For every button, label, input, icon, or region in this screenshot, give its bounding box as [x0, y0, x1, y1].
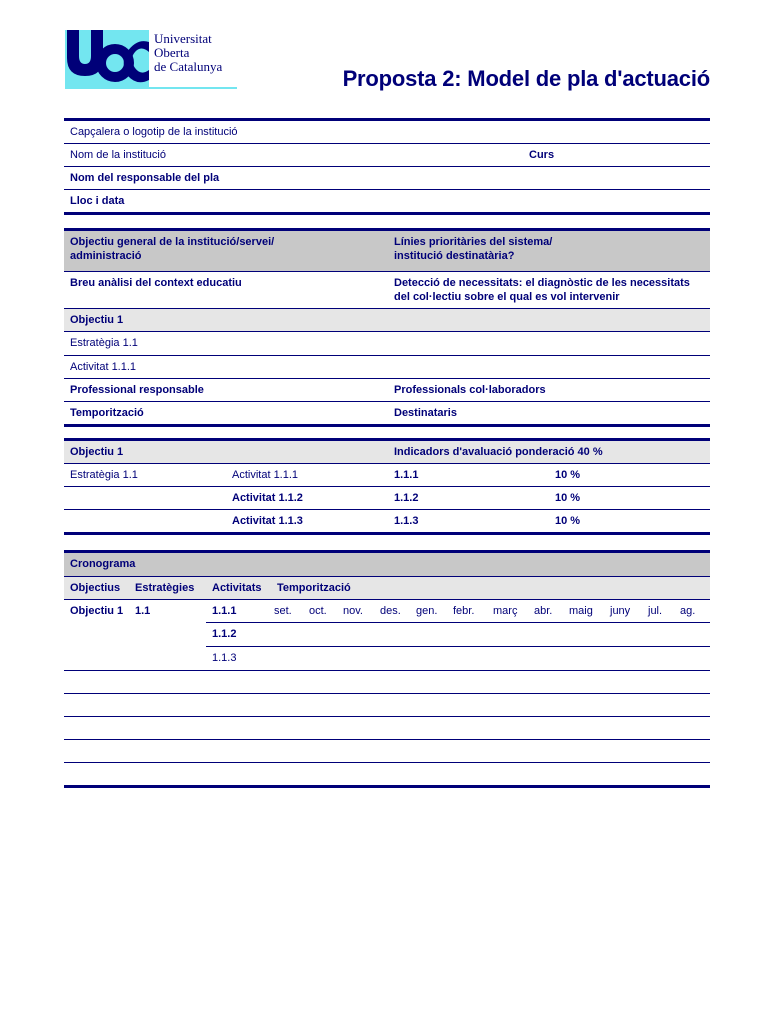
indicator-label: 1.1.1: [394, 469, 419, 481]
page-title: Proposta 2: Model de pla d'actuació: [342, 66, 710, 91]
month-nov: nov.: [343, 605, 363, 617]
empty-row: [64, 694, 710, 717]
professional-label: Professional responsable: [70, 384, 204, 396]
logo-underline: [65, 87, 237, 89]
schedule-block: [64, 600, 710, 671]
strategy-label: Estratègia 1.1: [70, 469, 138, 481]
weight-label: 10 %: [555, 469, 581, 481]
strategy-label: 1.1: [135, 605, 151, 617]
table-row: [64, 272, 710, 309]
logo-line-2: Oberta: [154, 45, 190, 60]
logo-line-3: de Catalunya: [154, 59, 223, 74]
table-row: [64, 464, 710, 487]
empty-row: [64, 717, 710, 740]
month-oct: oct.: [309, 605, 327, 617]
institution-label: Nom de la institució: [70, 149, 166, 161]
activity-label: Activitat 1.1.2: [232, 492, 303, 504]
indicator-label: 1.1.3: [394, 515, 419, 527]
schedule-table: [64, 550, 710, 788]
table-row: [64, 402, 710, 424]
empty-row: [64, 740, 710, 763]
empty-row: [64, 671, 710, 694]
logo-wordmark: [154, 32, 222, 74]
month-apr: abr.: [534, 605, 553, 617]
month-may: maig: [569, 605, 593, 617]
general-objective-header: Objectiu general de la institució/servei/ administració: [70, 236, 275, 262]
table-row: [64, 356, 710, 379]
indicators-table: [64, 438, 710, 535]
objective-label: Objectiu 1: [70, 605, 124, 617]
table-row: [64, 309, 710, 332]
indicator-label: 1.1.2: [394, 492, 419, 504]
activity-label: Activitat 1.1.1: [232, 469, 299, 481]
priority-lines-header: Línies prioritàries del sistema/ institució destinatària?: [394, 236, 553, 262]
month-jan: gen.: [416, 605, 438, 617]
plan-table: [64, 228, 710, 427]
uoc-logo-mark: [65, 30, 149, 88]
table-row: [64, 379, 710, 402]
logo-label: Capçalera o logotip de la institució: [70, 126, 238, 138]
strategies-header: Estratègies: [135, 582, 195, 594]
table-row: [64, 487, 710, 510]
table-row: [64, 190, 710, 212]
table-row: [64, 577, 710, 600]
table-row: [64, 121, 710, 144]
month-feb: febr.: [453, 605, 475, 617]
weight-label: 10 %: [555, 492, 581, 504]
context-analysis-label: Breu anàlisi del context educatiu: [70, 277, 242, 289]
recipients-label: Destinataris: [394, 407, 457, 419]
month-mar: març: [493, 605, 518, 617]
activities-header: Activitats: [212, 582, 262, 594]
table-row: [64, 231, 710, 272]
indicators-header: Indicadors d'avaluació ponderació 40 %: [394, 446, 603, 458]
objectives-header: Objectius: [70, 582, 121, 594]
header-table: [64, 118, 710, 215]
month-jul: jul.: [648, 605, 663, 617]
responsible-label: Nom del responsable del pla: [70, 172, 220, 184]
table-row: [206, 647, 710, 670]
logo-line-1: Universitat: [154, 31, 212, 46]
month-aug: ag.: [680, 605, 696, 617]
strategy-label: Estratègia 1.1: [70, 337, 138, 349]
table-row: [64, 332, 710, 356]
place-date-label: Lloc i data: [70, 195, 125, 207]
activity-label: 1.1.3: [212, 652, 237, 664]
activity-label: 1.1.1: [212, 605, 237, 617]
activities-block: [206, 600, 710, 670]
table-row: [64, 510, 710, 532]
table-row: [64, 144, 710, 167]
month-dec: des.: [380, 605, 401, 617]
table-row: [64, 553, 710, 577]
month-sep: set.: [274, 605, 292, 617]
uoc-logo: [65, 30, 237, 90]
collaborators-label: Professionals col·laboradors: [394, 384, 546, 396]
table-row: [64, 167, 710, 190]
activity-label: 1.1.2: [212, 628, 237, 640]
empty-row: [64, 763, 710, 785]
course-label: Curs: [529, 149, 555, 161]
objective-label: Objectiu 1: [70, 446, 124, 458]
needs-detection-label: Detecció de necessitats: el diagnòstic de les necessitats del col·lectiu sobre el qual es vol intervenir: [394, 277, 690, 303]
weight-label: 10 %: [555, 515, 581, 527]
table-row: [64, 441, 710, 464]
table-row: [206, 600, 710, 623]
month-jun: juny: [610, 605, 631, 617]
schedule-title: Cronograma: [70, 558, 136, 570]
activity-label: Activitat 1.1.3: [232, 515, 303, 527]
table-row: [206, 623, 710, 647]
timing-label: Temporització: [70, 407, 144, 419]
objective-label: Objectiu 1: [70, 314, 124, 326]
timing-header: Temporització: [277, 582, 351, 594]
activity-label: Activitat 1.1.1: [70, 361, 137, 373]
